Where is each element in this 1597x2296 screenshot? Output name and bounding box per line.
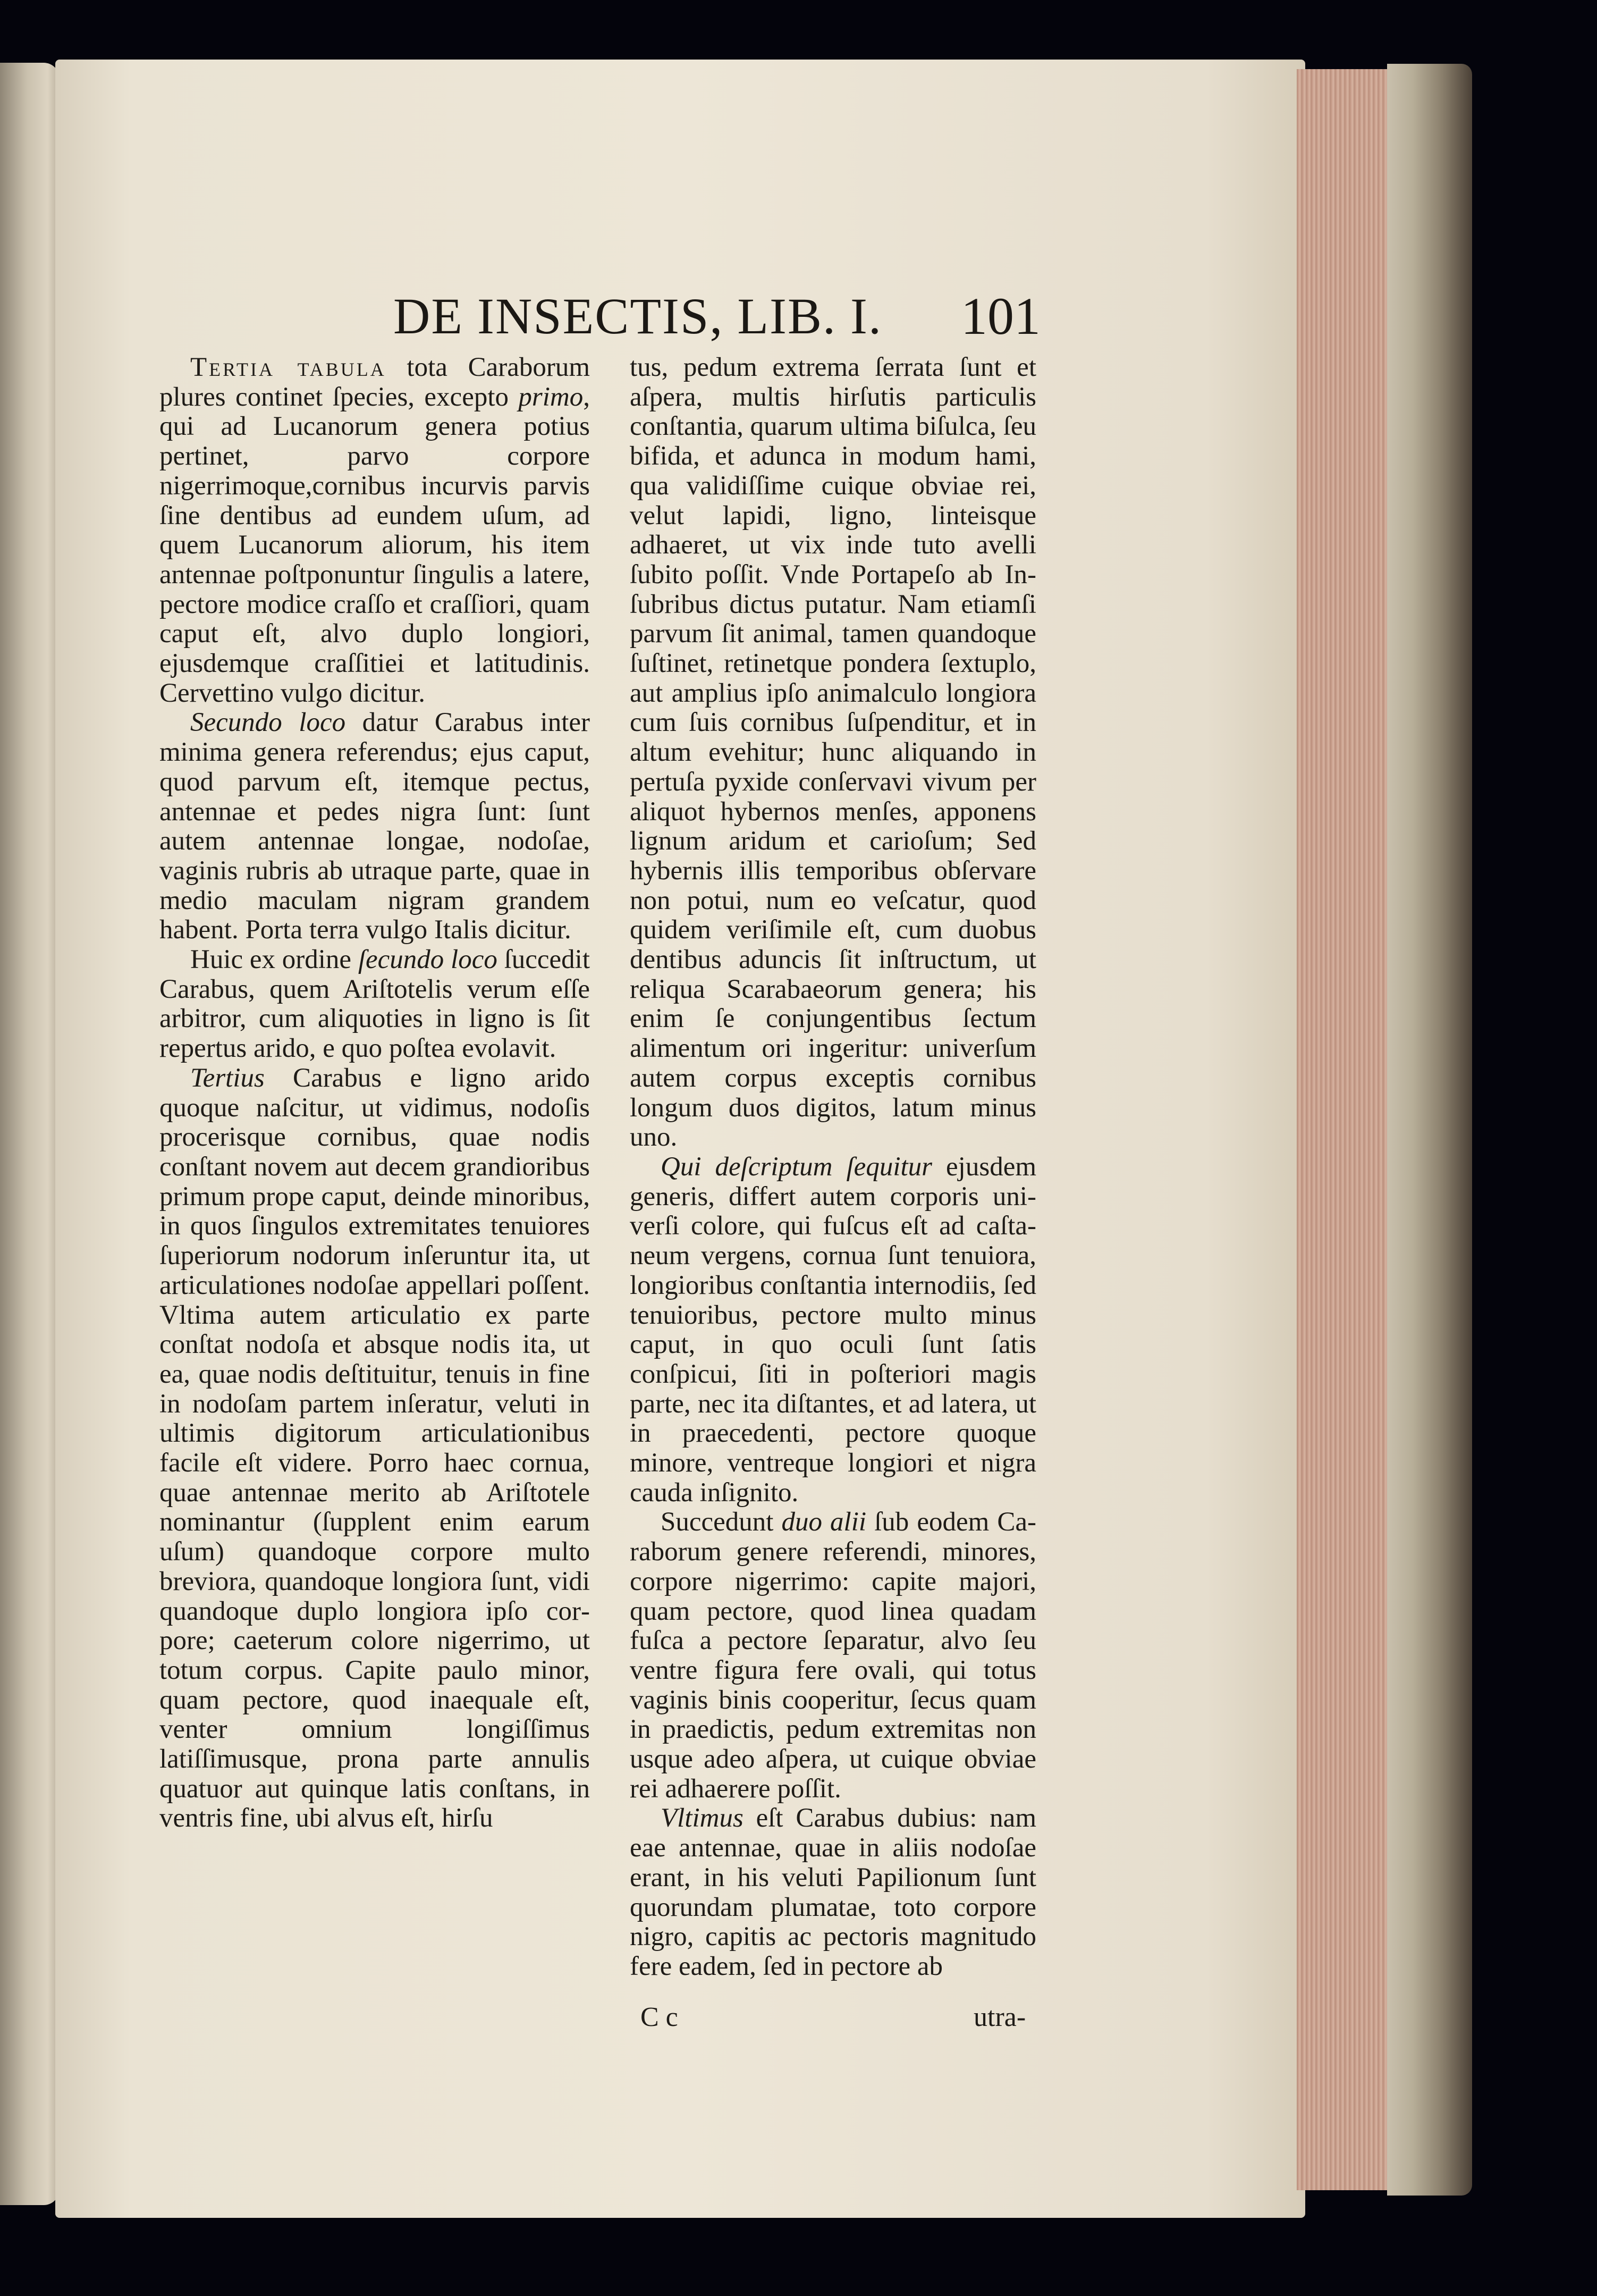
text-run: Carabus e ligno arido quoque naſcitur, ut vidimus, nodoſis procerisque cornibus, quae nodis conſtant novem aut decem grandioribus primum prope caput, deinde minoribus, in quos ſingulos extremitates tenuiores ſuperiorum nodorum inſeruntur ita, ut articulationes nodoſae appellari poſſent. Vltima autem articulatio ex parte conſtat nodoſa et absque nodis ita, ut ea, quae nodis deſtituitur, tenuis in fine in nodoſam partem inſeratur, veluti in ultimis digitorum articulationibus facile eſt videre. Porro haec cornua, quae antennae merito ab Ariſtotele nominantur (ſupplent enim earum uſum) quandoque corpore multo breviora, quandoque longiora ſunt, vidi quandoque duplo longiora ipſo corpore; caeterum colore nigerrimo, ut totum corpus. Capite paulo minor, quam pectore, quod inaequale eſt, venter omnium longiſſimus latiſſimusque, prona parte annulis quatuor aut quinque latis conſtans, in ventris fine, ubi alvus eſt, hirſu [159,1063,590,1834]
text-run: ſub eodem Caraborum genere referendi, minores, corpore nigerrimo: capite majori, quam pectore, quod linea quadam fuſca a pectore ſeparatur, alvo ſeu ventre figura fere ovali, qui totus vaginis binis cooperitur, ſecus quam in praedictis, pedum extremitas non usque adeo aſpera, ut cuique obviae rei adhaerere poſſit. [630,1507,1036,1804]
text-column-left [159,353,590,2012]
text-run: eſt Carabus dubius: nam eae antennae, quae in aliis nodoſae erant, in his veluti Papilionum ſunt quorundam plumatae, toto corpore nigro, capitis ac pectoris magnitudo fere eadem, ſed in pectore ab [630,1803,1036,1981]
paragraph [159,708,590,945]
paragraph [630,1508,1036,1804]
emphasis: duo alii [781,1507,867,1537]
text-run: datur Carabus inter minima genera referendus; ejus caput, quod parvum eſt, itemque pectus, antennae et pedes nigra ſunt: ſunt autem antennae longae, nodoſae, vaginis rubris ab utraque parte, quae in medio maculam nigram grandem habent. Porta terra vulgo Italis dicitur. [159,708,590,945]
emphasis: primo [518,382,584,412]
paragraph [159,353,590,708]
page-block-edges [1297,69,1395,2190]
emphasis: Secundo loco [190,708,346,738]
emphasis: Tertius [190,1063,265,1093]
running-head: DE INSECTIS, LIB. I. [393,288,882,344]
section-lead: Tertia tabula [190,353,386,382]
text-run: tota Caraborum plures continet ſpecies, excepto [159,353,590,412]
text-run: Succedunt [661,1507,782,1537]
page-number: 101 [961,287,1041,346]
signature-mark: C c [640,2002,678,2032]
emphasis: Qui deſcriptum ſequitur [661,1151,933,1182]
text-run: ſuccedit Carabus, quem Ariſtotelis verum eſſe arbitror, cum aliquoties in ligno is ſit repertus arido, e quo poſtea evolavit. [159,945,590,1064]
book-cover-edge [1387,64,1472,2196]
paragraph [630,1153,1036,1508]
catchword: utra- [974,2002,1026,2032]
emphasis: Vltimus [661,1803,743,1834]
facing-page-edge [0,63,60,2205]
text-column-right [630,353,1036,2012]
paragraph: tus, pedum extrema ſerrata ſunt et aſpera, multis hirſutis particulis conſtantia, quarum ultima biſulca, ſeu bifida, et adunca in modum hami, qua validiſſime cuique obviae rei, velut lapidi, ligno, linteisque adhaeret, ut vix inde tuto avelli ſubito poſſit. Vnde Portapeſo ab Inſubribus dictus putatur. Nam etiamſi parvum ſit animal, tamen quandoque ſuſtinet, retinetque pondera ſextuplo, aut amplius ipſo animalculo longiora cum ſuis cornibus ſuſpenditur, et in altum evehitur; hunc aliquando in pertuſa pyxide conſervavi vivum per aliquot hybernos menſes, apponens lignum aridum et carioſum; Sed hybernis illis temporibus obſervare non potui, num eo veſcatur, quod quidem veriſimile eſt, cum duobus dentibus aduncis ſit inſtructum, ut reliqua Scarabaeorum genera; his enim ſe conjungentibus ſectum alimentum ori ingeritur: univerſum autem corpus exceptis cornibus longum duos digitos, latum minus uno. [630,353,1036,1153]
text-run: Huic ex ordine [190,945,358,975]
paragraph [630,1804,1036,1981]
text-run: ejusdem generis, differt autem corporis univerſi colore, qui fuſcus eſt ad caſtaneum vergens, cornua ſunt tenuiora, longioribus conſtantia internodiis, ſed tenuioribus, pectore multo minus caput, in quo oculi ſunt ſatis conſpicui, ſiti in poſteriori magis parte, nec ita diſtantes, et ad latera, ut in praecedenti, pectore quoque minore, ventreque longiori et nigra cauda inſignito. [630,1151,1036,1508]
paragraph [159,1064,590,1834]
text-run: , qui ad Lucanorum genera potius pertinet, parvo corpore nigerrimoque,cornibus incurvis parvis ſine dentibus ad eundem uſum, ad quem Lucanorum aliorum, his item antennae poſtponuntur ſingulis a latere, pectore modice craſſo et craſſiori, quam caput eſt, alvo duplo longiori, ejusdemque craſſitiei et latitudinis. Cervettino vulgo dicitur. [159,382,590,708]
paragraph [159,945,590,1064]
emphasis: ſecundo loco [358,945,497,975]
